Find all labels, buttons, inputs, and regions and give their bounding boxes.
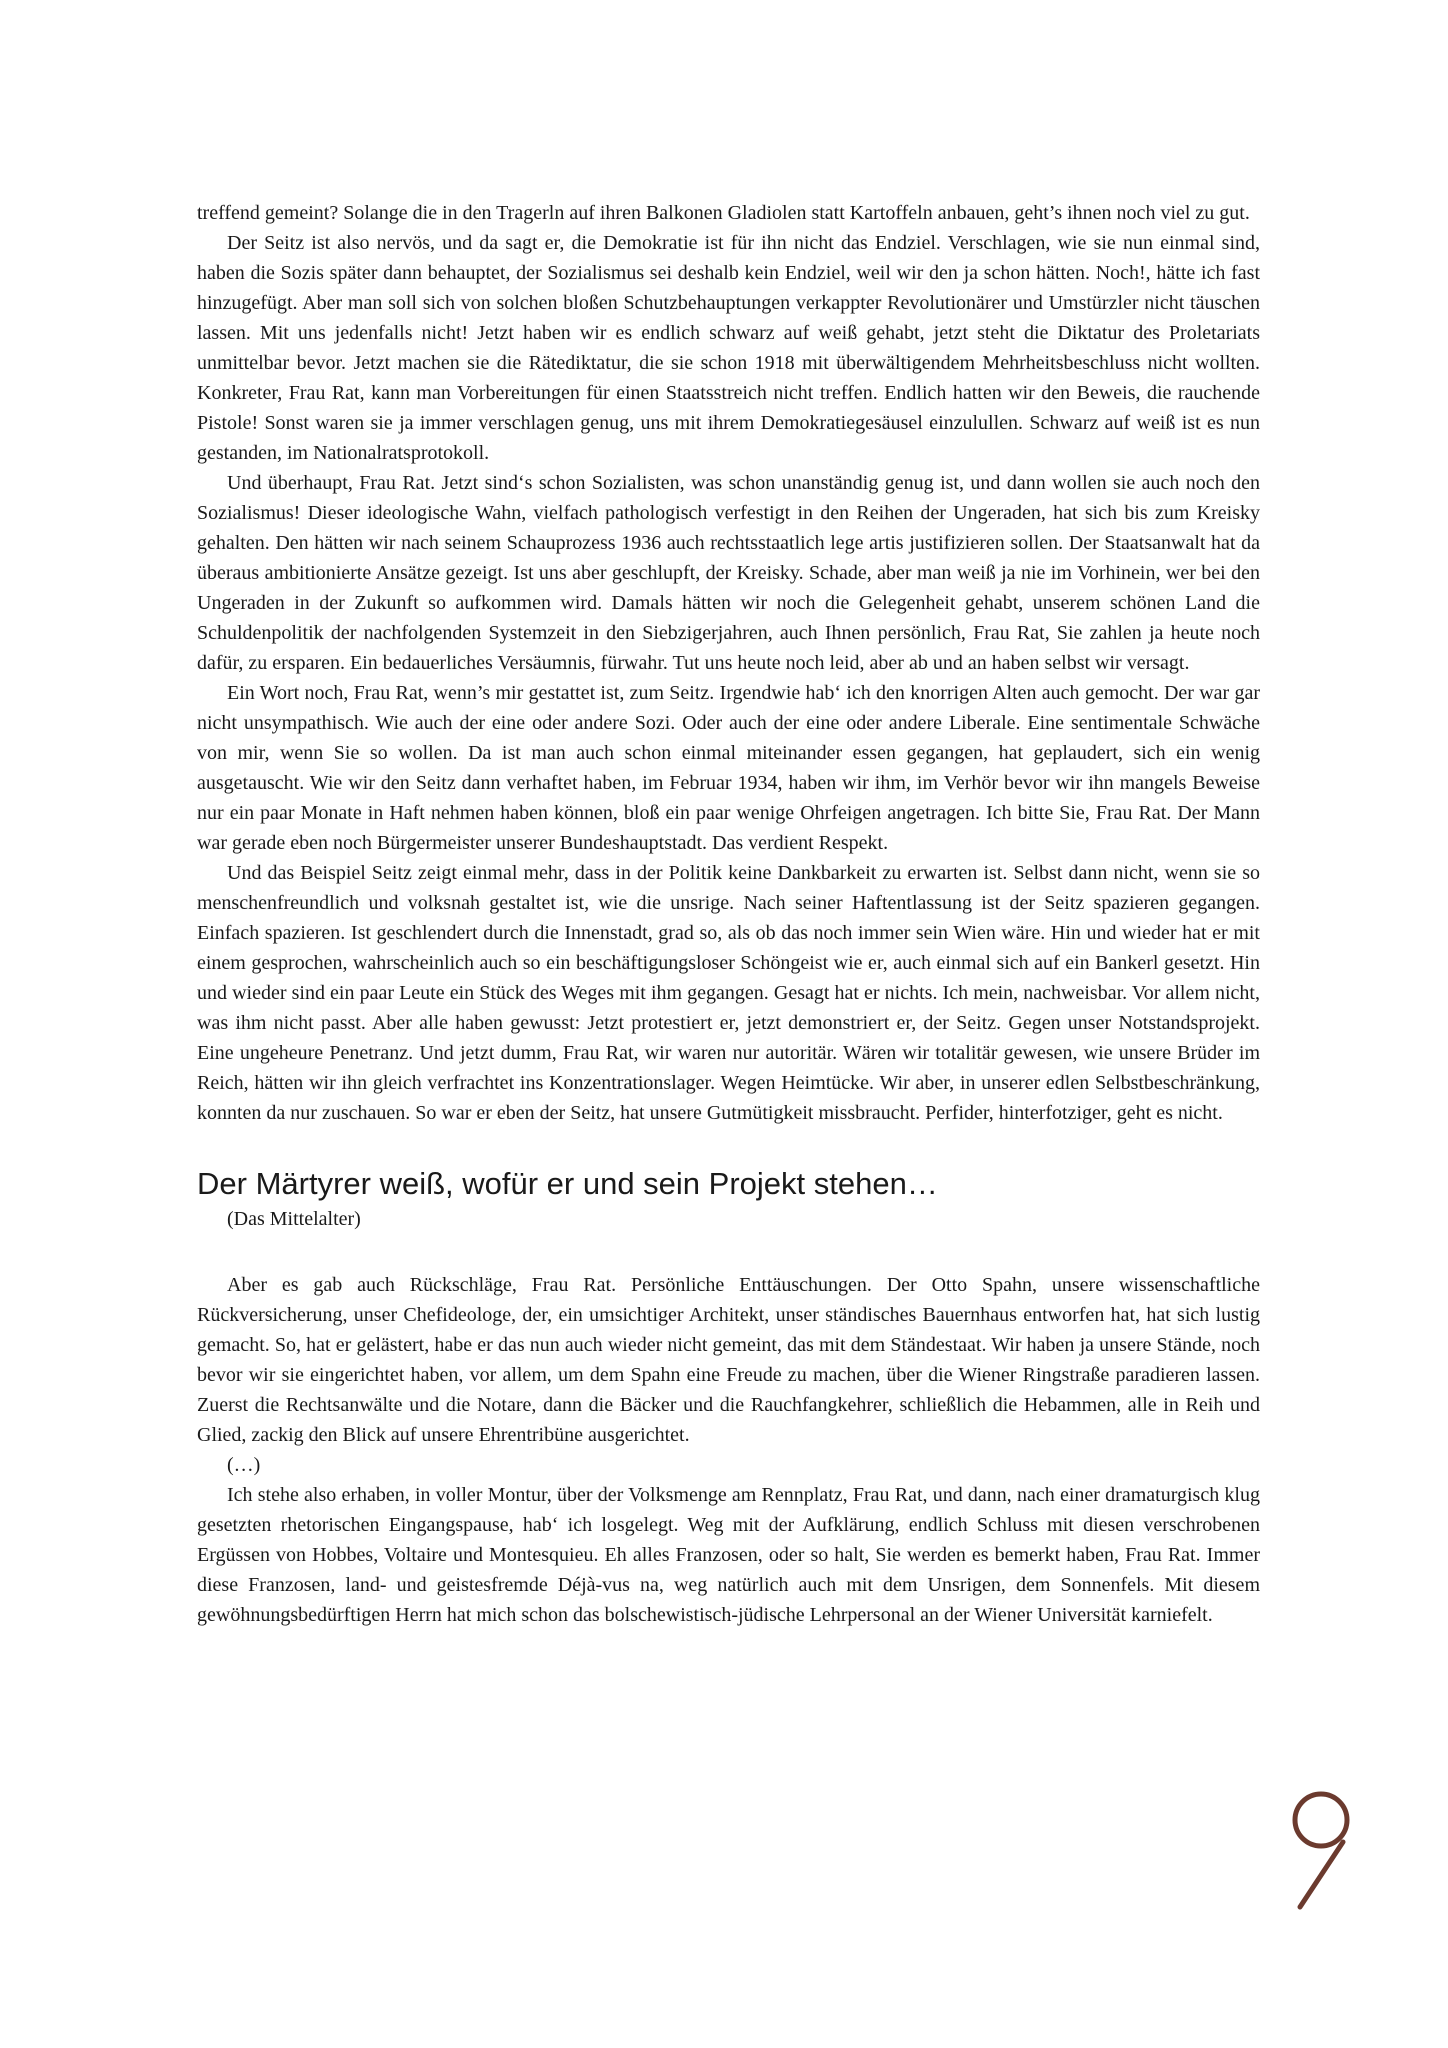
page-number-loop: [1295, 1794, 1347, 1846]
section-subtitle: (Das Mittelalter): [227, 1208, 361, 1230]
page-text: [197, 198, 1260, 1630]
section-heading: Der Märtyrer weiß, wofür er und sein Projekt stehen…: [197, 1166, 938, 1201]
body-paragraph: Ein Wort noch, Frau Rat, wenn’s mir gestattet ist, zum Seitz. Irgendwie hab‘ ich den knorrigen Alten auch gemocht. Der war gar nicht unsympathisch. Wie auch der eine oder andere Sozi. Oder auch der eine oder andere Liberale. Eine sentimentale Schwäche von mir, wenn Sie so wollen. Da ist man auch schon einmal miteinander essen gegangen, hat geplaudert, sich ein wenig ausgetauscht. Wie wir den Seitz dann verhaftet haben, im Februar 1934, haben wir ihm, im Verhör bevor wir ihn mangels Beweise nur ein paar Monate in Haft nehmen haben können, bloß ein paar wenige Ohrfeigen angetragen. Ich bitte Sie, Frau Rat. Der Mann war gerade eben noch Bürgermeister unserer Bundeshauptstadt. Das verdient Respekt.: [197, 682, 1260, 854]
page-number: [1290, 1782, 1352, 1914]
body-paragraph: Und überhaupt, Frau Rat. Jetzt sind‘s schon Sozialisten, was schon unanständig genug ist, und dann wollen sie auch noch den Sozialismus! Dieser ideologische Wahn, vielfach pathologisch verfestigt in den Reihen der Ungeraden, hat sich bis zum Kreisky gehalten. Den hätten wir nach seinem Schauprozess 1936 auch rechtsstaatlich lege artis justifizieren sollen. Der Staatsanwalt hat da überaus ambitionierte Ansätze gezeigt. Ist uns aber geschlupft, der Kreisky. Schade, aber man weiß ja nie im Vorhinein, wer bei den Ungeraden in der Zukunft so aufkommen wird. Damals hätten wir noch die Gelegenheit gehabt, unserem schönen Land die Schuldenpolitik der nachfolgenden Systemzeit in den Siebzigerjahren, auch Ihnen persönlich, Frau Rat, Sie zahlen ja heute noch dafür, zu ersparen. Ein bedauerliches Versäumnis, fürwahr. Tut uns heute noch leid, aber ab und an haben selbst wir versagt.: [197, 472, 1260, 674]
body-paragraph: Und das Beispiel Seitz zeigt einmal mehr, dass in der Politik keine Dankbarkeit zu erwarten ist. Selbst dann nicht, wenn sie so menschenfreundlich und volksnah gestaltet ist, wie die unsrige. Nach seiner Haftentlassung ist der Seitz spazieren gegangen. Einfach spazieren. Ist geschlendert durch die Innenstadt, grad so, als ob das noch immer sein Wien wäre. Hin und wieder hat er mit einem gesprochen, wahrscheinlich auch so ein beschäftigungsloser Schöngeist wie er, auch einmal sich auf ein Bankerl gesetzt. Hin und wieder sind ein paar Leute ein Stück des Weges mit ihm gegangen. Gesagt hat er nichts. Ich mein, nachweisbar. Vor allem nicht, was ihm nicht passt. Aber alle haben gewusst: Jetzt protestiert er, jetzt demonstriert er, der Seitz. Gegen unser Notstandsprojekt. Eine ungeheure Penetranz. Und jetzt dumm, Frau Rat, wir waren nur autoritär. Wären wir totalitär gewesen, wie unsere Brüder im Reich, hätten wir ihn gleich verfrachtet ins Konzentrationslager. Wegen Heimtücke. Wir aber, in unserer edlen Selbstbeschränkung, konnten da nur zuschauen. So war er eben der Seitz, hat unsere Gutmütigkeit missbraucht. Perfider, hinterfotziger, geht es nicht.: [197, 862, 1260, 1124]
body-paragraph: Aber es gab auch Rückschläge, Frau Rat. Persönliche Enttäuschungen. Der Otto Spahn, unsere wissenschaftliche Rückversicherung, unser Chefideologe, der, ein umsichtiger Architekt, unser ständisches Bauernhaus entworfen hat, hat sich lustig gemacht. So, hat er gelästert, habe er das nun auch wieder nicht gemeint, das mit dem Ständestaat. Wir haben ja unsere Stände, noch bevor wir sie eingerichtet haben, vor allem, um dem Spahn eine Freude zu machen, über die Wiener Ringstraße paradieren lassen. Zuerst die Rechtsanwälte und die Notare, dann die Bäcker und die Rauchfangkehrer, schließlich die Hebammen, alle in Reih und Glied, zackig den Blick auf unsere Ehrentribüne ausgerichtet.: [197, 1274, 1260, 1446]
body-paragraph: Der Seitz ist also nervös, und da sagt er, die Demokratie ist für ihn nicht das Endziel. Verschlagen, wie sie nun einmal sind, haben die Sozis später dann behauptet, der Sozialismus sei deshalb kein Endziel, weil wir den ja schon hätten. Noch!, hätte ich fast hinzugefügt. Aber man soll sich von solchen bloßen Schutzbehauptungen verkappter Revolutionärer und Umstürzler nicht täuschen lassen. Mit uns jedenfalls nicht! Jetzt haben wir es endlich schwarz auf weiß gehabt, jetzt steht die Diktatur des Proletariats unmittelbar bevor. Jetzt machen sie die Rätediktatur, die sie schon 1918 mit überwältigendem Mehrheitsbeschluss nicht wollten. Konkreter, Frau Rat, kann man Vorbereitungen für einen Staatsstreich nicht treffen. Endlich hatten wir den Beweis, die rauchende Pistole! Sonst waren sie ja immer verschlagen genug, uns mit ihrem Demokratiegesäusel einzulullen. Schwarz auf weiß ist es nun gestanden, im Nationalratsprotokoll.: [197, 232, 1260, 464]
page-number-stroke: [1300, 1842, 1343, 1907]
body-paragraph: treffend gemeint? Solange die in den Tragerln auf ihren Balkonen Gladiolen statt Kartoffeln anbauen, geht’s ihnen noch viel zu gut.: [197, 202, 1250, 224]
omission-marker: (…): [227, 1454, 261, 1476]
body-paragraph: Ich stehe also erhaben, in voller Montur, über der Volksmenge am Rennplatz, Frau Rat, und dann, nach einer dramaturgisch klug gesetzten rhetorischen Eingangspause, hab‘ ich losgelegt. Weg mit der Aufklärung, endlich Schluss mit diesen verschrobenen Ergüssen von Hobbes, Voltaire und Montesquieu. Eh alles Franzosen, oder so halt, Sie werden es bemerkt haben, Frau Rat. Immer diese Franzosen, land- und geistesfremde Déjà-vus na, weg natürlich auch mit dem Unsrigen, dem Sonnenfels. Mit diesem gewöhnungsbedürftigen Herrn hat mich schon das bolschewistisch-jüdische Lehrpersonal an der Wiener Universität karniefelt.: [197, 1484, 1260, 1626]
